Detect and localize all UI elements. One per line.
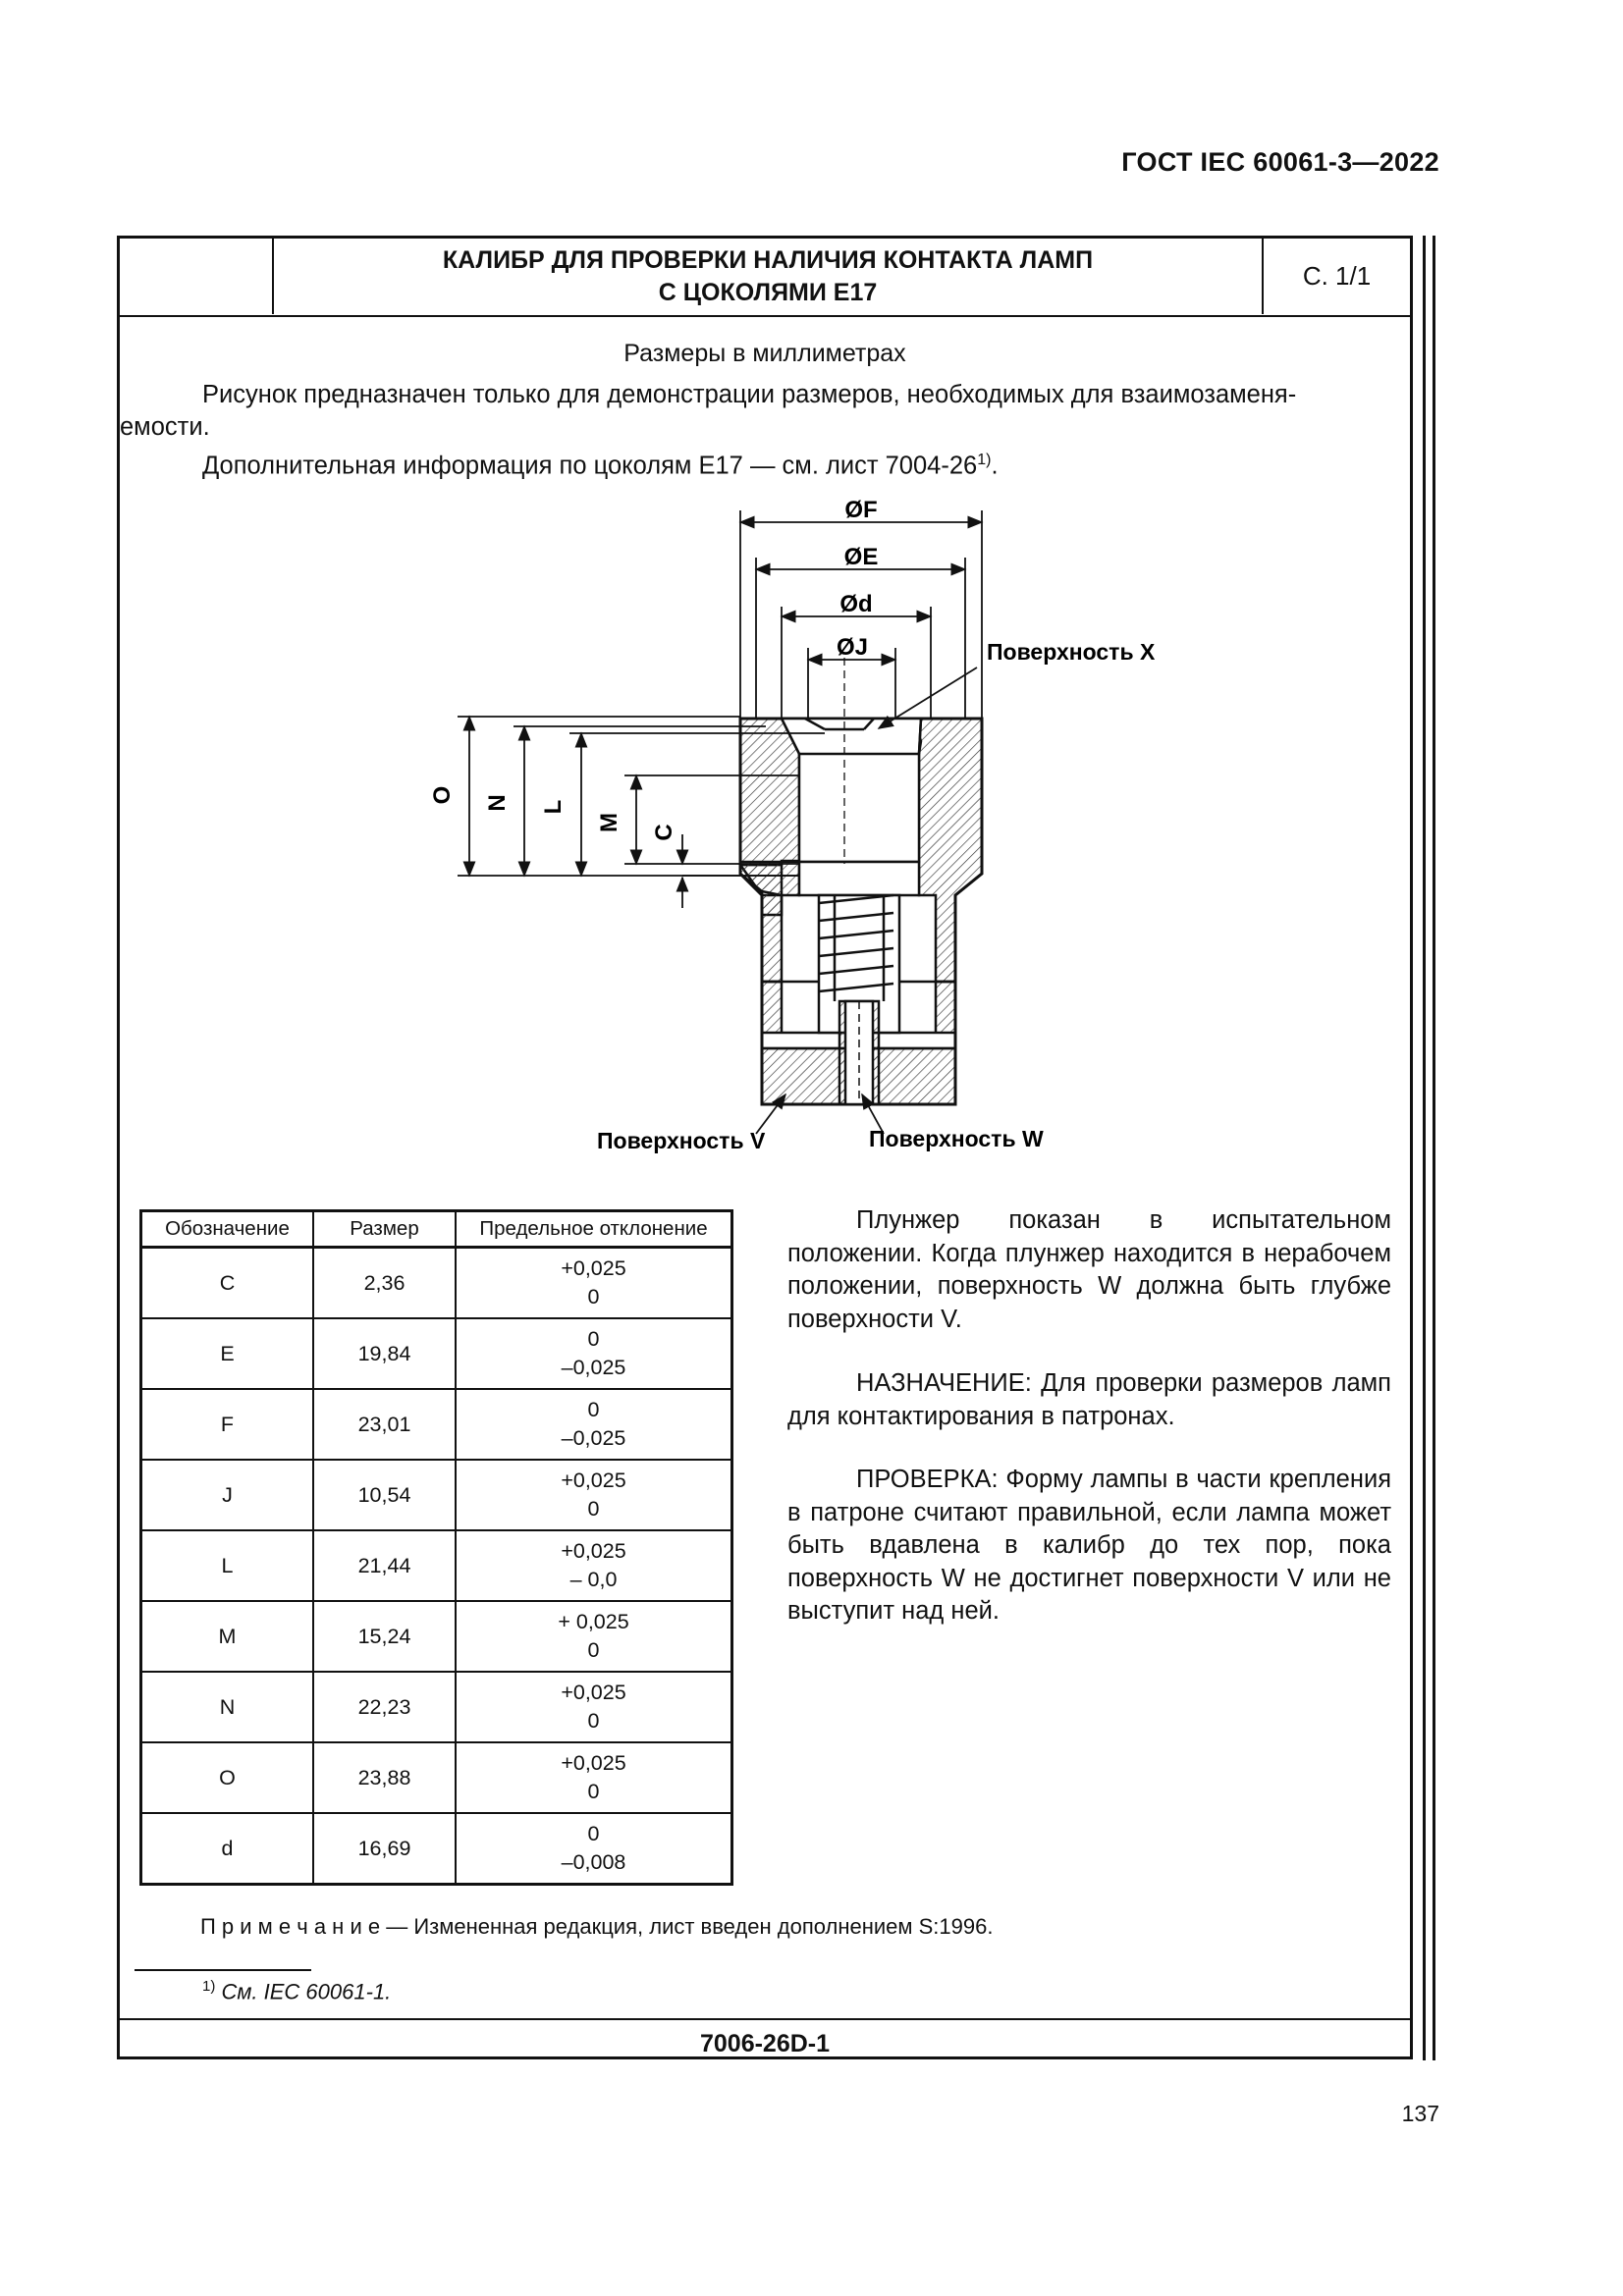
cell-size: 15,24 xyxy=(313,1601,456,1672)
tolerance-lower: –0,025 xyxy=(561,1426,626,1450)
col-header-size: Размер xyxy=(313,1211,456,1248)
sheet-title-line: С ЦОКОЛЯМИ E17 xyxy=(658,278,878,306)
table-row xyxy=(141,1601,732,1672)
tolerance-lower: 0 xyxy=(587,1285,600,1308)
table-row xyxy=(141,1248,732,1319)
cell-tolerance xyxy=(456,1389,732,1460)
cell-tolerance xyxy=(456,1460,732,1530)
tolerance-upper: +0,025 xyxy=(561,1681,626,1704)
gauge-drawing xyxy=(429,491,1198,1168)
cell-tolerance xyxy=(456,1742,732,1813)
plunger-paragraph: Плунжер показан в испытательном положении. Когда плунжер находится в нерабочем положении, поверхность W должна быть глубже поверхности V. xyxy=(787,1206,1391,1333)
intro-paragraph-cont: емости. xyxy=(120,413,210,441)
cell-tolerance xyxy=(456,1672,732,1742)
cell-symbol: L xyxy=(141,1530,314,1601)
tolerance-upper: 0 xyxy=(587,1327,600,1351)
table-row xyxy=(141,1318,732,1389)
plunger-rod xyxy=(839,1001,879,1104)
cell-size: 2,36 xyxy=(313,1248,456,1319)
purpose-paragraph: НАЗНАЧЕНИЕ: Для проверки размеров ламп для контактирования в патронах. xyxy=(787,1369,1391,1430)
cell-symbol: E xyxy=(141,1318,314,1389)
sheet-title xyxy=(274,239,1264,314)
tolerance-lower: 0 xyxy=(587,1709,600,1733)
cell-size: 21,44 xyxy=(313,1530,456,1601)
table-row xyxy=(141,1530,732,1601)
cell-size: 22,23 xyxy=(313,1672,456,1742)
tolerance-upper: +0,025 xyxy=(561,1468,626,1492)
tolerance-lower: 0 xyxy=(587,1497,600,1521)
footnote-text: См. IEC 60061-1. xyxy=(215,1979,392,2004)
tolerance-upper: 0 xyxy=(587,1398,600,1421)
col-header-tolerance: Предельное отклонение xyxy=(456,1211,732,1248)
cell-size: 16,69 xyxy=(313,1813,456,1885)
dim-label-E: ØE xyxy=(843,544,879,570)
page-number: 137 xyxy=(1401,2101,1439,2126)
dim-label-d: Ød xyxy=(839,591,873,617)
tolerance-lower: –0,008 xyxy=(561,1850,626,1874)
tolerance-upper: +0,025 xyxy=(561,1256,626,1280)
cell-size: 23,88 xyxy=(313,1742,456,1813)
table-row xyxy=(141,1389,732,1460)
title-block-empty-cell xyxy=(120,239,274,314)
table-row xyxy=(141,1672,732,1742)
table-row xyxy=(141,1813,732,1885)
tolerance-lower: 0 xyxy=(587,1780,600,1803)
footnote-separator xyxy=(135,1969,311,1971)
units-note: Размеры в миллиметрах xyxy=(623,340,906,367)
tolerance-lower: 0 xyxy=(587,1638,600,1662)
dim-label-M: M xyxy=(596,813,622,832)
cell-symbol: F xyxy=(141,1389,314,1460)
tolerance-upper: + 0,025 xyxy=(558,1610,629,1633)
col-header-symbol: Обозначение xyxy=(141,1211,314,1248)
table-header-row xyxy=(141,1211,732,1248)
check-paragraph: ПРОВЕРКА: Форму лампы в части крепления в патроне считают правильной, если лампа может быть вдавлена в калибр до тех пор, пока поверхность W не достигнет поверхности V или не выступит над ней. xyxy=(787,1466,1391,1625)
cell-symbol: O xyxy=(141,1742,314,1813)
note xyxy=(200,1914,993,1940)
cell-tolerance xyxy=(456,1601,732,1672)
tolerance-upper: 0 xyxy=(587,1822,600,1845)
note-label: П р и м е ч а н и е xyxy=(200,1914,381,1939)
footnote-ref: 1) xyxy=(977,452,992,468)
tolerance-lower: – 0,0 xyxy=(569,1568,618,1591)
cell-tolerance xyxy=(456,1248,732,1319)
tolerance-upper: +0,025 xyxy=(561,1539,626,1563)
cell-symbol: J xyxy=(141,1460,314,1530)
surface-x-label: Поверхность X xyxy=(987,639,1156,665)
cell-symbol: C xyxy=(141,1248,314,1319)
note-text: — Измененная редакция, лист введен дополнением S:1996. xyxy=(380,1914,994,1939)
footnote-mark: 1) xyxy=(202,1978,216,1995)
dim-label-N: N xyxy=(484,794,511,812)
dim-label-J: ØJ xyxy=(836,634,869,661)
cell-tolerance xyxy=(456,1318,732,1389)
cell-symbol: N xyxy=(141,1672,314,1742)
document-code: ГОСТ IEC 60061-3—2022 xyxy=(1121,147,1439,177)
margin-line xyxy=(1423,236,1426,2060)
surface-w-label: Поверхность W xyxy=(869,1126,1044,1151)
dim-label-F: ØF xyxy=(844,497,878,523)
margin-line xyxy=(1433,236,1435,2060)
cell-symbol: d xyxy=(141,1813,314,1885)
gauge-cavity xyxy=(782,719,921,1033)
cell-tolerance xyxy=(456,1813,732,1885)
additional-info-text: Дополнительная информация по цоколям E17 — см. лист 7004-26 xyxy=(202,452,978,480)
cell-size: 10,54 xyxy=(313,1460,456,1530)
table-row xyxy=(141,1460,732,1530)
sheet-title-line: КАЛИБР ДЛЯ ПРОВЕРКИ НАЛИЧИЯ КОНТАКТА ЛАМП xyxy=(442,245,1094,274)
divider xyxy=(120,315,1410,317)
intro-paragraph: Рисунок предназначен только для демонстрации размеров, необходимых для взаимозаменя- xyxy=(202,381,1297,408)
cell-tolerance xyxy=(456,1530,732,1601)
additional-info-paragraph xyxy=(202,444,999,483)
cell-size: 23,01 xyxy=(313,1389,456,1460)
dim-label-C: C xyxy=(651,824,677,841)
dim-label-O: O xyxy=(429,785,456,805)
sheet-page-ref: С. 1/1 xyxy=(1302,261,1372,291)
footnote xyxy=(202,1978,391,2004)
sentence-end: . xyxy=(991,452,999,480)
surface-v-label: Поверхность V xyxy=(597,1128,766,1153)
cell-size: 19,84 xyxy=(313,1318,456,1389)
sheet-code: 7006-26D-1 xyxy=(699,2030,831,2057)
dimensions-table xyxy=(139,1209,733,1886)
cell-symbol: M xyxy=(141,1601,314,1672)
dim-label-L: L xyxy=(540,799,567,815)
tolerance-upper: +0,025 xyxy=(561,1751,626,1775)
tolerance-lower: –0,025 xyxy=(561,1356,626,1379)
divider xyxy=(120,2018,1410,2020)
table-row xyxy=(141,1742,732,1813)
